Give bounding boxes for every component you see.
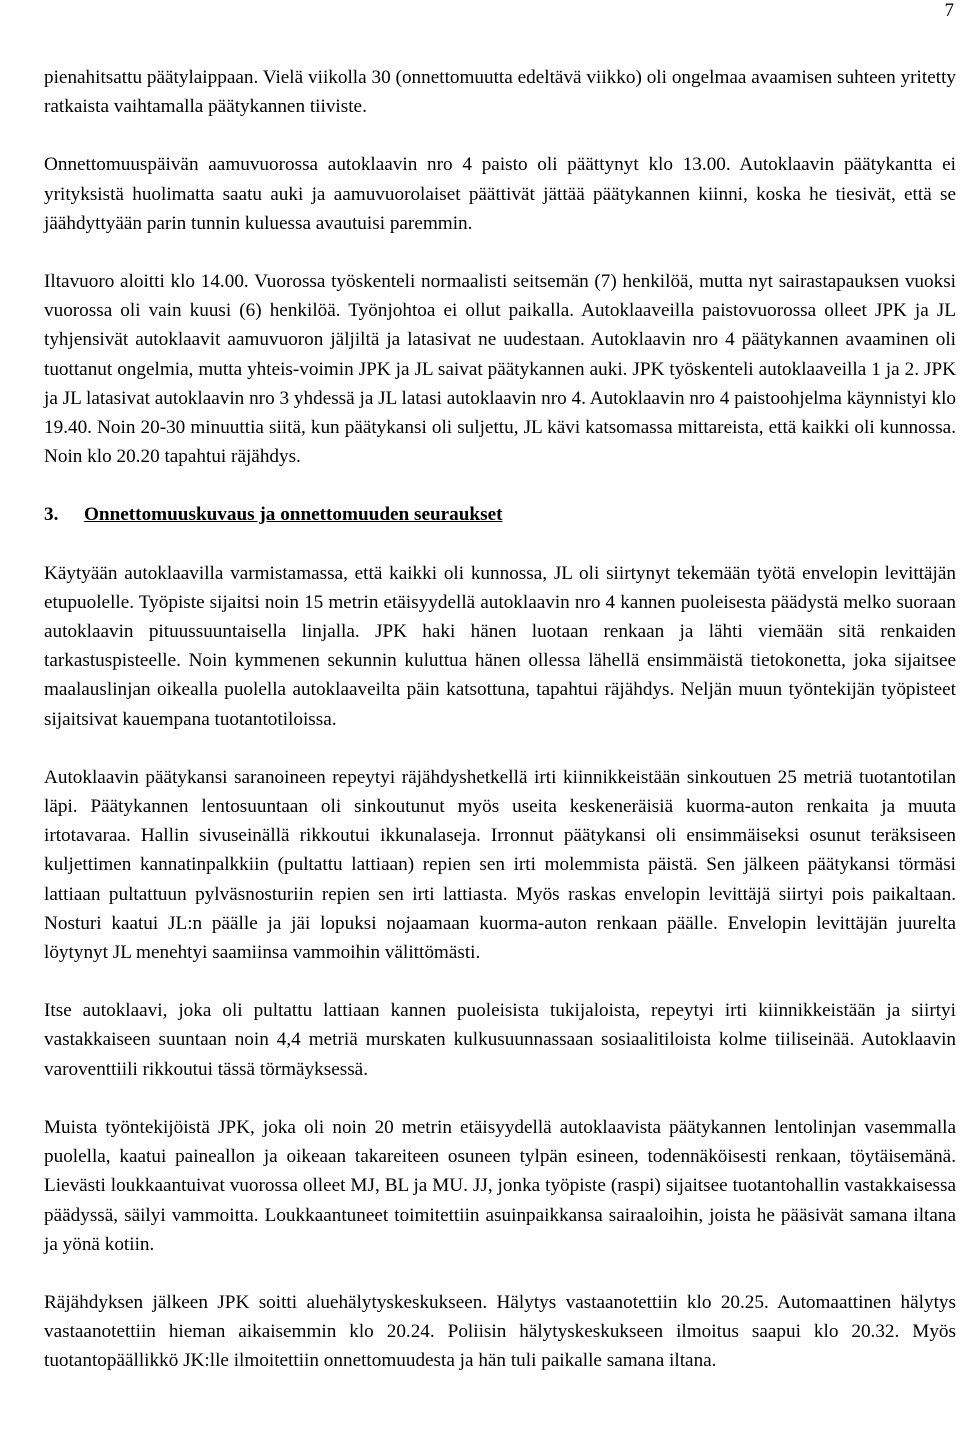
page-number: 7 [944,0,954,21]
section-title: Onnettomuuskuvaus ja onnettomuuden seuraukset [84,504,503,526]
paragraph-other-workers: Muista työntekijöistä JPK, joka oli noin 20 metrin etäisyydellä autoklaavista päätykannen lentolinjan vasemmalla puolella, kaatui paineallon ja oikeaan takareiteen osuneen tylpän esineen, todennäköisesti renkaan, töytäisemänä. Lievästi loukkaantuivat vuorossa olleet MJ, BL ja MU. JJ, jonka työpiste (raspi) sijaitsee tuotantohallin vastakkaisessa päädyssä, säilyi vammoitta. Loukkaantuneet toimitettiin asuinpaikkansa sairaaloihin, joista he pääsivät samana iltana ja yönä kotiin. [44,1116,956,1255]
section-number: 3. [44,504,59,526]
paragraph-before-explosion: Käytyään autoklaavilla varmistamassa, että kaikki oli kunnossa, JL oli siirtynyt tekemään työtä envelopin levittäjän etupuolelle. Työpiste sijaitsi noin 15 metrin etäisyydellä autoklaavin nro 4 kannen puoleisesta päädystä melko suoraan autoklaavin pituussuuntaisella linjalla. JPK haki hänen luotaan renkaan ja lähti viemään sitä renkaiden tarkastuspisteelle. Noin kymmenen sekunnin kuluttua hänen ollessa lähellä ensimmäistä tietokonetta, joka sijaitsee maalauslinjan oikealla puolella autoklaaveilta päin katsottuna, tapahtui räjähdys. Neljän muun työntekijän työpisteet sijaitsivat kauempana tuotantotiloissa. [44,562,956,730]
paragraph-morning-shift: Onnettomuuspäivän aamuvuorossa autoklaavin nro 4 paisto oli päättynyt klo 13.00. Autoklaavin päätykantta ei yrityksistä huolimatta saatu auki ja aamuvuorolaiset päättivät jättää päätykannen kiinni, koska he tiesivät, että se jäähdyttyään parin tunnin kuluessa avautuisi paremmin. [44,154,956,234]
paragraph-continuation: pienahitsattu päätylaippaan. Vielä viikolla 30 (onnettomuutta edeltävä viikko) oli ongelmaa avaamisen suhteen yritetty ratkaista vaihtamalla päätykannen tiiviste. [44,67,956,118]
document-body [44,63,956,1376]
paragraph-autoclave-movement: Itse autoklaavi, joka oli pultattu lattiaan kannen puoleisista tukijaloista, repeytyi irti kiinnikkeistään ja siirtyi vastakkaiseen suuntaan noin 4,4 metriä murskaten kulkusuunnassaan sosiaalitiloista kolme tiiliseinää. Autoklaavin varoventtiili rikkoutui tässä törmäyksessä. [44,1000,956,1080]
paragraph-evening-shift: Iltavuoro aloitti klo 14.00. Vuorossa työskenteli normaalisti seitsemän (7) henkilöä, mutta nyt sairastapauksen vuoksi vuorossa oli vain kuusi (6) henkilöä. Työnjohtoa ei ollut paikalla. Autoklaaveilla paistovuorossa olleet JPK ja JL tyhjensivät autoklaavit aamuvuoron jäljiltä ja latasivat ne uudestaan. Autoklaavin nro 4 päätykannen avaaminen oli tuottanut ongelmia, mutta yhteis-voimin JPK ja JL saivat päätykannen auki. JPK työskenteli autoklaaveilla 1 ja 2. JPK ja JL latasivat autoklaavin nro 3 yhdessä ja JL latasi autoklaavin nro 4. Autoklaavin nro 4 paistoohjelma käynnistyi klo 19.40. Noin 20-30 minuuttia siitä, kun päätykansi oli suljettu, JL kävi katsomassa mittareista, että kaikki oli kunnossa. Noin klo 20.20 tapahtui räjähdys. [44,271,956,468]
section-heading [44,500,956,529]
paragraph-end-cover: Autoklaavin päätykansi saranoineen repeytyi räjähdyshetkellä irti kiinnikkeistään sinkoutuen 25 metriä tuotantotilan läpi. Päätykannen lentosuuntaan oli sinkoutunut myös useita keskeneräisiä kuorma-auton renkaita ja muuta irtotavaraa. Hallin sivuseinällä rikkoutui ikkunalaseja. Irronnut päätykansi oli ensimmäiseksi osunut teräksiseen kuljettimen kannatinpalkkiin (pultattu lattiaan) repien sen irti molemmista päistä. Sen jälkeen päätykansi törmäsi lattiaan pultattuun pylväsnosturiin repien sen irti lattiasta. Myös raskas envelopin levittäjä siirtyi pois paikaltaan. Nosturi kaatui JL:n päälle ja jäi lopuksi nojaamaan kuorma-auton renkaan päälle. Envelopin levittäjän juurelta löytynyt JL menehtyi saamiinsa vammoihin välittömästi. [44,766,956,964]
paragraph-alarm: Räjähdyksen jälkeen JPK soitti aluehälytyskeskukseen. Hälytys vastaanotettiin klo 20.25. Automaattinen hälytys vastaanotettiin hieman aikaisemmin klo 20.24. Poliisin hälytyskeskukseen ilmoitus saapui klo 20.32. Myös tuotantopäällikkö JK:lle ilmoitettiin onnettomuudesta ja hän tuli paikalle samana iltana. [44,1291,956,1372]
